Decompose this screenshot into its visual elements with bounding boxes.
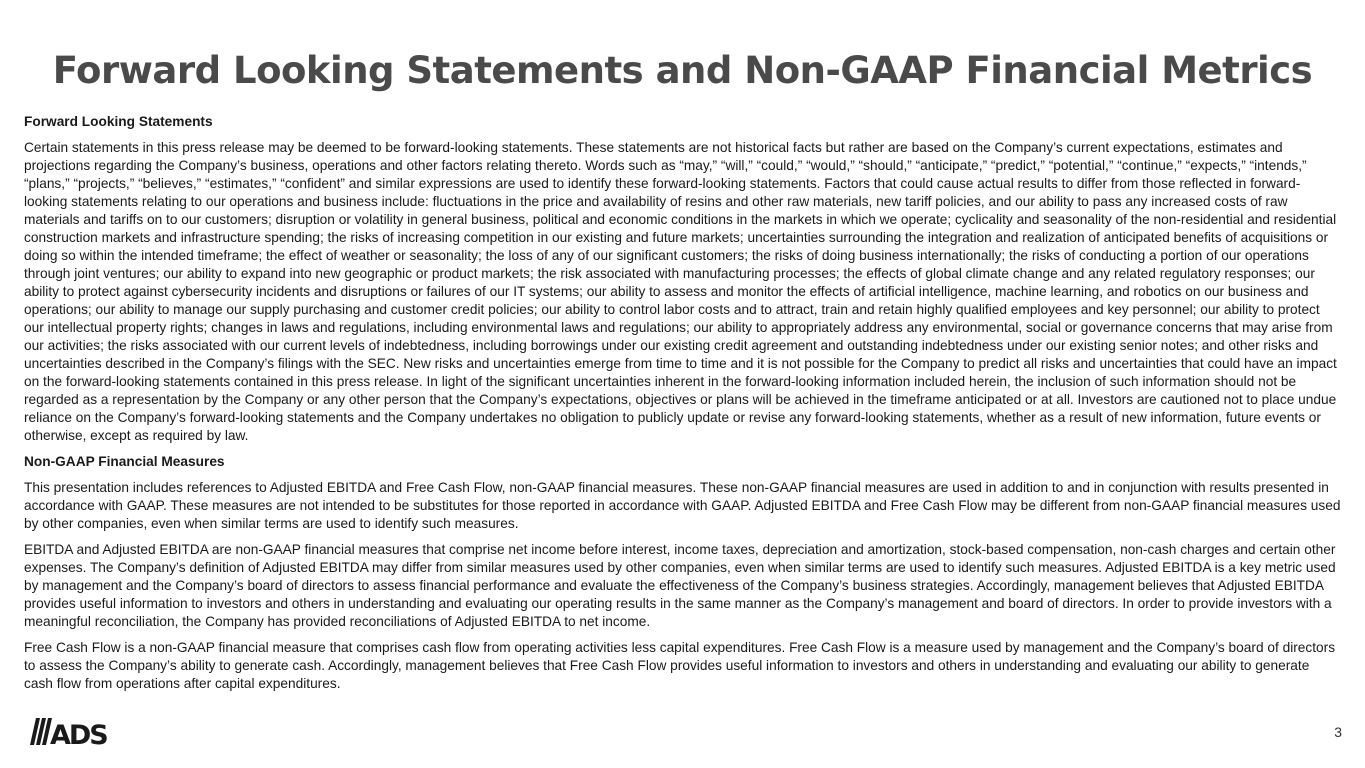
nongaap-heading: Non-GAAP Financial Measures: [24, 454, 225, 469]
nongaap-paragraph-3: Free Cash Flow is a non-GAAP financial measure that comprises cash flow from operating activities less capital expenditures. Free Cash Flow is a measure used by management and the Company’s board of directors to assess the Company’s ability to generate cash. Accordingly, management believes that Free Cash Flow provides useful information to investors and others in understanding and evaluating our ability to generate cash flow from operations after capital expenditures.: [24, 640, 1336, 691]
fls-heading: Forward Looking Statements: [24, 114, 213, 129]
nongaap-paragraph-2: EBITDA and Adjusted EBITDA are non-GAAP financial measures that comprise net income before interest, income taxes, depreciation and amortization, stock-based compensation, non-cash charges and certain other expenses. The Company’s definition of Adjusted EBITDA may differ from similar measures used by other companies, even when similar terms are used to identify such measures. Adjusted EBITDA is a key metric used by management and the Company’s board of directors to assess financial performance and evaluate the effectiveness of the Company’s business strategies. Accordingly, management believes that Adjusted EBITDA provides useful information to investors and others in understanding and evaluating our operating results in the same manner as the Company’s management and board of directors. In order to provide investors with a meaningful reconciliation, the Company has provided reconciliations of Adjusted EBITDA to net income.: [24, 542, 1336, 629]
ads-logo: [30, 716, 120, 748]
page-title: Forward Looking Statements and Non-GAAP Financial Metrics: [52, 49, 1313, 92]
slide-content: [24, 113, 1342, 701]
fls-paragraph: Certain statements in this press release may be deemed to be forward-looking statements. These statements are not historical facts but rather are based on the Company’s current expectations, estimates and projections regarding the Company’s business, operations and other factors relating thereto. Words such as “may,” “will,” “could,” “would,” “should,” “anticipate,” “predict,” “potential,” “continue,” “expects,” “intends,” “plans,” “projects,” “believes,” “estimates,” “confident” and similar expressions are used to identify these forward-looking statements. Factors that could cause actual results to differ from those reflected in forward-looking statements relating to our operations and business include: fluctuations in the price and availability of resins and other raw materials, new tariff policies, and our ability to pass any increased costs of raw materials and tariffs on to our customers; disruption or volatility in general business, political and economic conditions in the markets in which we operate; cyclicality and seasonality of the non-residential and residential construction markets and infrastructure spending; the risks of increasing competition in our existing and future markets; uncertainties surrounding the integration and realization of anticipated benefits of acquisitions or doing so within the intended timeframe; the effect of weather or seasonality; the loss of any of our significant customers; the risks of doing business internationally; the risks of conducting a portion of our operations through joint ventures; our ability to expand into new geographic or product markets; the risk associated with manufacturing processes; the effects of global climate change and any related regulatory responses; our ability to protect against cybersecurity incidents and disruptions or failures of our IT systems; our ability to assess and monitor the effects of artificial intelligence, machine learning, and robotics on our business and operations; our ability to manage our supply purchasing and customer credit policies; our ability to control labor costs and to attract, train and retain highly qualified employees and key personnel; our ability to protect our intellectual property rights; changes in laws and regulations, including environmental laws and regulations; our ability to appropriately address any environmental, social or governance concerns that may arise from our activities; the risks associated with our current levels of indebtedness, including borrowings under our existing credit agreement and outstanding indebtedness under our existing senior notes; and other risks and uncertainties described in the Company’s filings with the SEC. New risks and uncertainties emerge from time to time and it is not possible for the Company to predict all risks and uncertainties that could have an impact on the forward-looking statements contained in this press release. In light of the significant uncertainties inherent in the forward-looking information included herein, the inclusion of such information should not be regarded as a representation by the Company or any other person that the Company’s expectations, objectives or plans will be achieved in the timeframe anticipated or at all. Investors are cautioned not to place undue reliance on the Company’s forward-looking statements and the Company undertakes no obligation to publicly update or revise any forward-looking statements, whether as a result of new information, future events or otherwise, except as required by law.: [24, 140, 1337, 443]
logo-wordmark: ADS: [50, 720, 107, 748]
page-number: 3: [1334, 724, 1342, 740]
nongaap-paragraph-1: This presentation includes references to Adjusted EBITDA and Free Cash Flow, non-GAAP financial measures. These non-GAAP financial measures are used in addition to and in conjunction with results presented in accordance with GAAP. These measures are not intended to be substitutes for those reported in accordance with GAAP. Adjusted EBITDA and Free Cash Flow may be different from non-GAAP financial measures used by other companies, even when similar terms are used to identify such measures.: [24, 480, 1341, 531]
logo-stripes-icon: [30, 718, 52, 745]
